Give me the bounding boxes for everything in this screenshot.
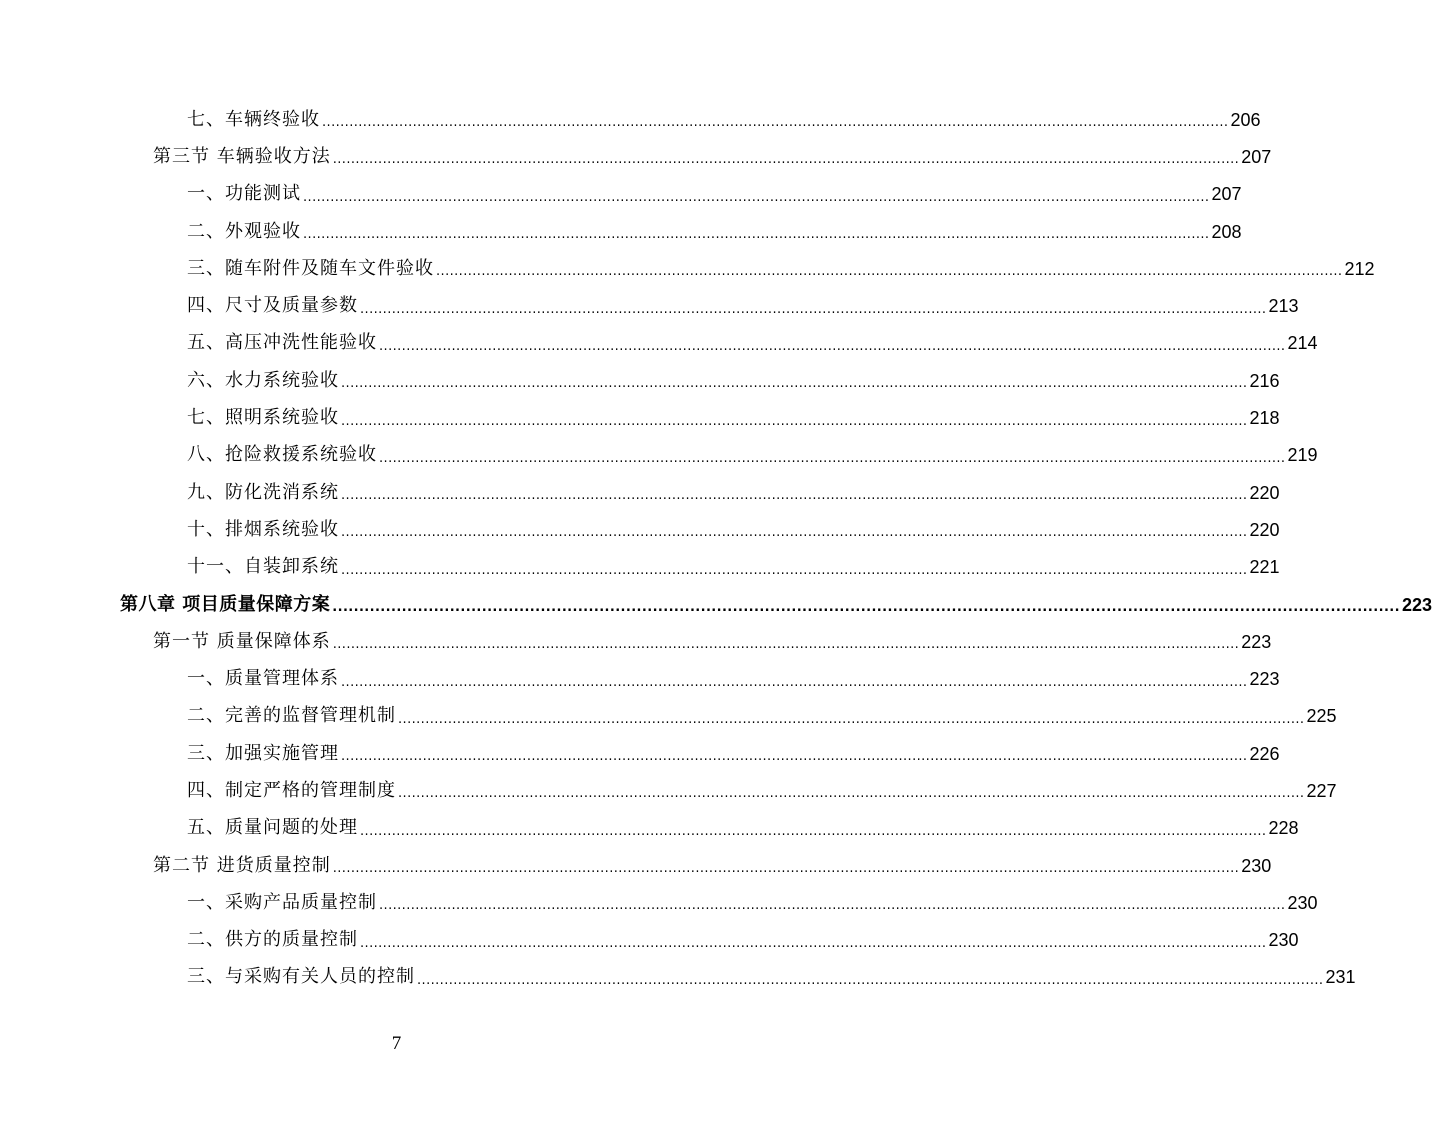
toc-entry-title: 十一、自装卸系统 — [187, 556, 339, 578]
toc-dot-leader: ........................................................................................................................................................................................................ — [341, 562, 1248, 578]
toc-entry-page: 212 — [1344, 258, 1375, 279]
toc-entry-title: 五、高压冲洗性能验收 — [187, 332, 377, 354]
toc-entry[interactable] — [0, 959, 1356, 996]
toc-dot-leader: ........................................................................................................................................................................................................ — [303, 189, 1210, 205]
toc-entry[interactable] — [0, 884, 1318, 921]
toc-entry-title: 七、车辆终验收 — [187, 108, 320, 130]
toc-dot-leader: ........................................................................................................................................................................................................ — [303, 227, 1210, 243]
toc-entry[interactable] — [0, 623, 1272, 660]
toc-entry[interactable] — [0, 735, 1280, 772]
toc-entry-title: 二、供方的质量控制 — [187, 929, 358, 951]
toc-entry[interactable] — [0, 399, 1280, 436]
toc-entry[interactable] — [0, 810, 1299, 847]
toc-dot-leader: ........................................................................................................................................................................................................ — [341, 749, 1248, 765]
toc-dot-leader: ........................................................................................................................................................................................................ — [341, 413, 1248, 429]
toc-dot-leader: ........................................................................................................................................................................................................ — [360, 301, 1267, 317]
toc-entry[interactable] — [0, 847, 1272, 884]
toc-entry[interactable] — [0, 325, 1318, 362]
toc-entry-title: 三、加强实施管理 — [187, 742, 339, 764]
toc-entry-title: 四、尺寸及质量参数 — [187, 295, 358, 317]
toc-dot-leader: ........................................................................................................................................................................................................ — [398, 786, 1305, 802]
toc-entry[interactable] — [0, 511, 1280, 548]
toc-entry-title: 四、制定严格的管理制度 — [187, 779, 396, 801]
toc-entry-page: 221 — [1249, 557, 1280, 578]
toc-entry-title: 第一节 质量保障体系 — [153, 630, 331, 652]
toc-entry-page: 231 — [1325, 967, 1356, 988]
table-of-contents — [0, 101, 1432, 996]
toc-entry-page: 230 — [1287, 892, 1318, 913]
toc-entry[interactable] — [0, 437, 1318, 474]
toc-entry-page: 230 — [1241, 855, 1272, 876]
toc-entry-title: 二、外观验收 — [187, 220, 301, 242]
toc-entry-page: 226 — [1249, 743, 1280, 764]
toc-entry-page: 214 — [1287, 333, 1318, 354]
toc-entry[interactable] — [0, 287, 1299, 324]
toc-entry[interactable] — [0, 549, 1280, 586]
toc-dot-leader: ........................................................................................................................................................................................................ — [417, 972, 1324, 988]
toc-dot-leader: ........................................................................................................................................................................................................ — [341, 488, 1248, 504]
toc-entry-page: 220 — [1249, 482, 1280, 503]
toc-entry[interactable] — [0, 176, 1242, 213]
toc-entry-page: 220 — [1249, 519, 1280, 540]
toc-entry[interactable] — [0, 698, 1337, 735]
toc-entry-title: 第三节 车辆验收方法 — [153, 145, 331, 167]
toc-entry-page: 225 — [1306, 706, 1337, 727]
toc-entry-title: 十、排烟系统验收 — [187, 518, 339, 540]
toc-entry-title: 七、照明系统验收 — [187, 407, 339, 429]
toc-entry[interactable] — [0, 138, 1272, 175]
toc-entry-page: 216 — [1249, 370, 1280, 391]
toc-entry-title: 二、完善的监督管理机制 — [187, 705, 396, 727]
toc-dot-leader: ........................................................................................................................................................................................................ — [398, 711, 1305, 727]
toc-entry[interactable] — [0, 101, 1261, 138]
page-number: 7 — [391, 1033, 402, 1054]
toc-dot-leader: ........................................................................................................................................................................................................ — [332, 600, 1400, 615]
toc-entry[interactable] — [0, 660, 1280, 697]
toc-dot-leader: ........................................................................................................................................................................................................ — [436, 264, 1343, 280]
toc-dot-leader: ........................................................................................................................................................................................................ — [379, 338, 1286, 354]
toc-entry-page: 208 — [1211, 221, 1242, 242]
toc-entry-title: 一、采购产品质量控制 — [187, 891, 377, 913]
toc-entry[interactable] — [0, 362, 1280, 399]
toc-entry-page: 219 — [1287, 445, 1318, 466]
toc-dot-leader: ........................................................................................................................................................................................................ — [341, 674, 1248, 690]
toc-entry-title: 九、防化洗消系统 — [187, 481, 339, 503]
toc-entry-page: 223 — [1249, 669, 1280, 690]
toc-entry-page: 213 — [1268, 296, 1299, 317]
toc-entry-page: 207 — [1211, 184, 1242, 205]
toc-entry-page: 207 — [1241, 146, 1272, 167]
toc-dot-leader: ........................................................................................................................................................................................................ — [332, 861, 1240, 877]
toc-entry[interactable] — [0, 586, 1432, 623]
toc-entry-title: 第二节 进货质量控制 — [153, 854, 331, 876]
toc-entry-page: 227 — [1306, 780, 1337, 801]
toc-entry-page: 230 — [1268, 930, 1299, 951]
toc-entry[interactable] — [0, 250, 1375, 287]
toc-dot-leader: ........................................................................................................................................................................................................ — [332, 152, 1240, 168]
toc-entry-page: 223 — [1401, 594, 1432, 615]
toc-dot-leader: ........................................................................................................................................................................................................ — [360, 935, 1267, 951]
toc-entry[interactable] — [0, 922, 1299, 959]
toc-entry-title: 三、与采购有关人员的控制 — [187, 966, 415, 988]
toc-entry-page: 218 — [1249, 408, 1280, 429]
toc-entry-title: 三、随车附件及随车文件验收 — [187, 257, 434, 279]
toc-entry-title: 八、抢险救援系统验收 — [187, 444, 377, 466]
toc-entry[interactable] — [0, 213, 1242, 250]
toc-dot-leader: ........................................................................................................................................................................................................ — [379, 898, 1286, 914]
toc-entry-page: 228 — [1268, 818, 1299, 839]
toc-dot-leader: ........................................................................................................................................................................................................ — [322, 115, 1229, 131]
toc-entry[interactable] — [0, 772, 1337, 809]
toc-dot-leader: ........................................................................................................................................................................................................ — [360, 823, 1267, 839]
toc-dot-leader: ........................................................................................................................................................................................................ — [332, 637, 1240, 653]
toc-entry[interactable] — [0, 474, 1280, 511]
toc-entry-title: 五、质量问题的处理 — [187, 817, 358, 839]
toc-dot-leader: ........................................................................................................................................................................................................ — [341, 525, 1248, 541]
toc-entry-title: 一、功能测试 — [187, 183, 301, 205]
toc-entry-title: 一、质量管理体系 — [187, 668, 339, 690]
toc-entry-page: 206 — [1230, 109, 1261, 130]
toc-entry-title: 六、水力系统验收 — [187, 369, 339, 391]
toc-dot-leader: ........................................................................................................................................................................................................ — [341, 376, 1248, 392]
toc-entry-page: 223 — [1241, 631, 1272, 652]
toc-entry-title: 第八章 项目质量保障方案 — [120, 593, 331, 615]
toc-dot-leader: ........................................................................................................................................................................................................ — [379, 450, 1286, 466]
